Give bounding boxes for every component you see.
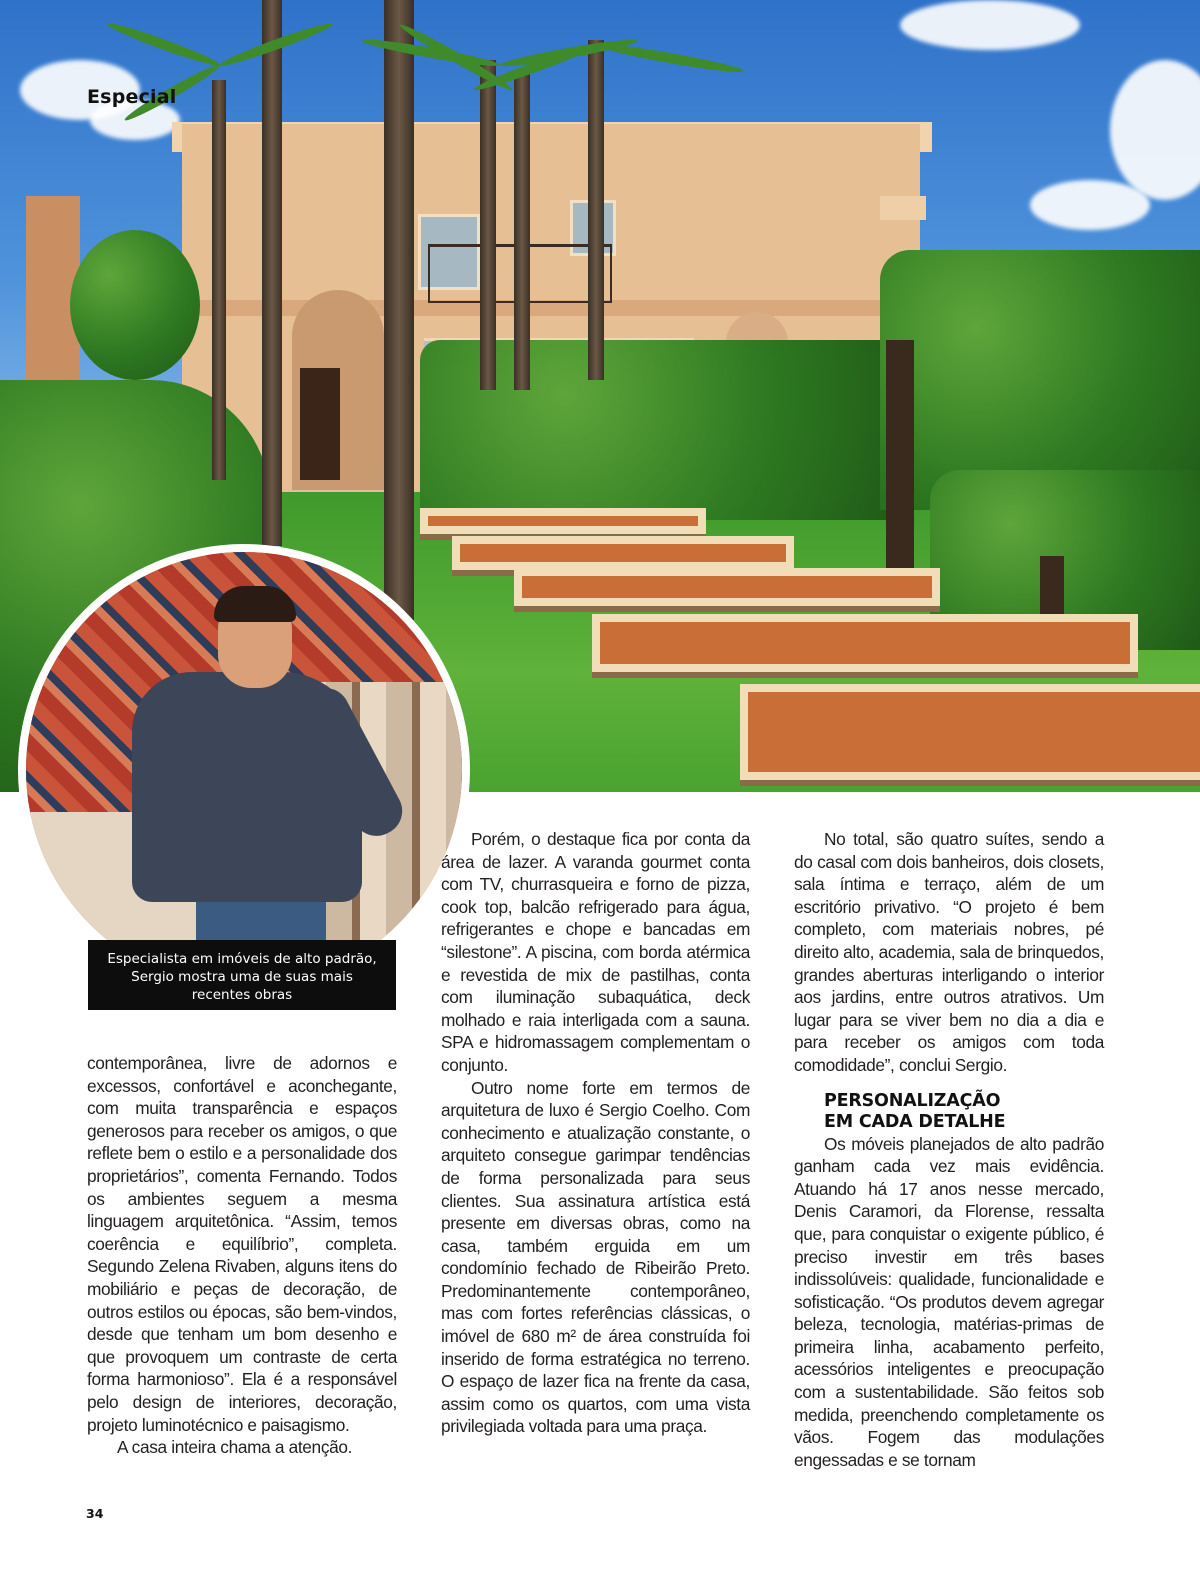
- portrait-photo: [18, 544, 470, 996]
- paragraph: Os móveis planejados de alto padrão ganham cada vez mais evidência. Atuando há 17 anos nesse mercado, Denis Caramori, da Florense, ressalta que, para conquistar o exigente público, é preciso investir em três bases indissolúveis: qualidade, funcionalidade e sofisticação. “Os produtos devem agregar beleza, tecnologia, matérias-primas de primeira linha, acabamento perfeito, acessórios inteligentes e preocupação com a sustentabilidade. São feitos sob medida, preenchendo completamente os vãos. Fogem das modulações engessadas e se tornam: [794, 1133, 1104, 1470]
- palm-trunk: [514, 70, 530, 390]
- heading-line: PERSONALIZAÇÃO: [824, 1090, 1001, 1111]
- garden-step: [514, 568, 940, 606]
- photo-caption: Especialista em imóveis de alto padrão, Sergio mostra uma de suas mais recentes obras: [88, 940, 396, 1010]
- palm-trunk: [262, 0, 282, 546]
- article-column-1: [87, 1052, 397, 1459]
- paragraph: Outro nome forte em termos de arquitetura de luxo é Sergio Coelho. Com conhecimento e atualização constante, o arquiteto consegue garimpar tendências de forma personalizada para seus clientes. Sua assinatura artística está presente em diversas obras, como na casa, também erguida em um condomínio fechado de Ribeirão Preto. Predominantemente contemporâneo, mas com fortes referências clássicas, o imóvel de 680 m² de área construída foi inserido de forma estratégica no terreno. O espaço de lazer fica na frente da casa, assim como os quartos, com uma vista privilegiada voltada para uma praça.: [441, 1077, 750, 1437]
- section-label: Especial: [87, 86, 177, 108]
- tree-canopy: [70, 230, 200, 380]
- wooden-post: [886, 340, 914, 580]
- palm-frond: [106, 19, 222, 69]
- section-heading: [824, 1091, 1104, 1133]
- garden-step: [740, 684, 1200, 780]
- heading-line: EM CADA DETALHE: [824, 1111, 1006, 1132]
- palm-frond: [595, 40, 744, 76]
- front-door: [300, 368, 340, 480]
- paragraph: A casa inteira chama a atenção.: [117, 1437, 353, 1458]
- palm-trunk: [480, 60, 496, 390]
- paragraph: Porém, o destaque fica por conta da área de lazer. A varanda gourmet conta com TV, churrasqueira e forno de pizza, cook top, balcão refrigerado para água, refrigerantes e chope e bancadas em “silestone”. A piscina, com borda atérmica e revestida de mix de pastilhas, conta com iluminação subaquática, deck molhado e raia interligada com a sauna. SPA e hidromassagem complementam o conjunto.: [441, 829, 750, 1075]
- paragraph: contemporânea, livre de adornos e excessos, confortável e aconchegante, com muita transparência e espaços generosos para receber os amigos, o que reflete bem o estilo e a personalidade dos proprietários”, comenta Fernando. Todos os ambientes seguem a mesma linguagem arquitetônica. “Assim, temos coerência e equilíbrio”, completa. Segundo Zelena Rivaben, alguns itens do mobiliário e peças de decoração, de outros estilos ou épocas, são bem-vindos, desde que tenham um bom desenho e que provoquem um contraste de certa forma harmonioso”. Ela é a responsável pelo design de interiores, decoração, projeto luminotécnico e paisagismo.: [87, 1053, 397, 1435]
- palm-trunk: [384, 0, 414, 620]
- page-number: 34: [86, 1506, 104, 1521]
- paragraph: No total, são quatro suítes, sendo a do casal com dois banheiros, dois closets, sala íntima e terraço, além de um escritório privativo. “O projeto é bem completo, com materiais nobres, pé direito alto, academia, sala de brinquedos, grandes aberturas interligando o interior aos jardins, entre outros atrativos. Um lugar para se viver bem no dia a dia e para receber os amigos com toda comodidade”, conclui Sergio.: [794, 829, 1104, 1075]
- garden-step: [452, 536, 794, 570]
- cloud-shape: [1030, 180, 1150, 230]
- person-hair: [214, 586, 296, 622]
- palm-trunk: [212, 80, 226, 480]
- article-column-2: [441, 828, 750, 1438]
- cloud-shape: [1110, 60, 1200, 200]
- garden-step: [592, 614, 1138, 672]
- cloud-shape: [900, 0, 1080, 50]
- palm-trunk: [588, 40, 604, 380]
- article-column-3: [794, 828, 1104, 1471]
- house-cornice: [880, 196, 926, 220]
- palm-frond: [398, 21, 516, 95]
- garden-step: [420, 508, 706, 534]
